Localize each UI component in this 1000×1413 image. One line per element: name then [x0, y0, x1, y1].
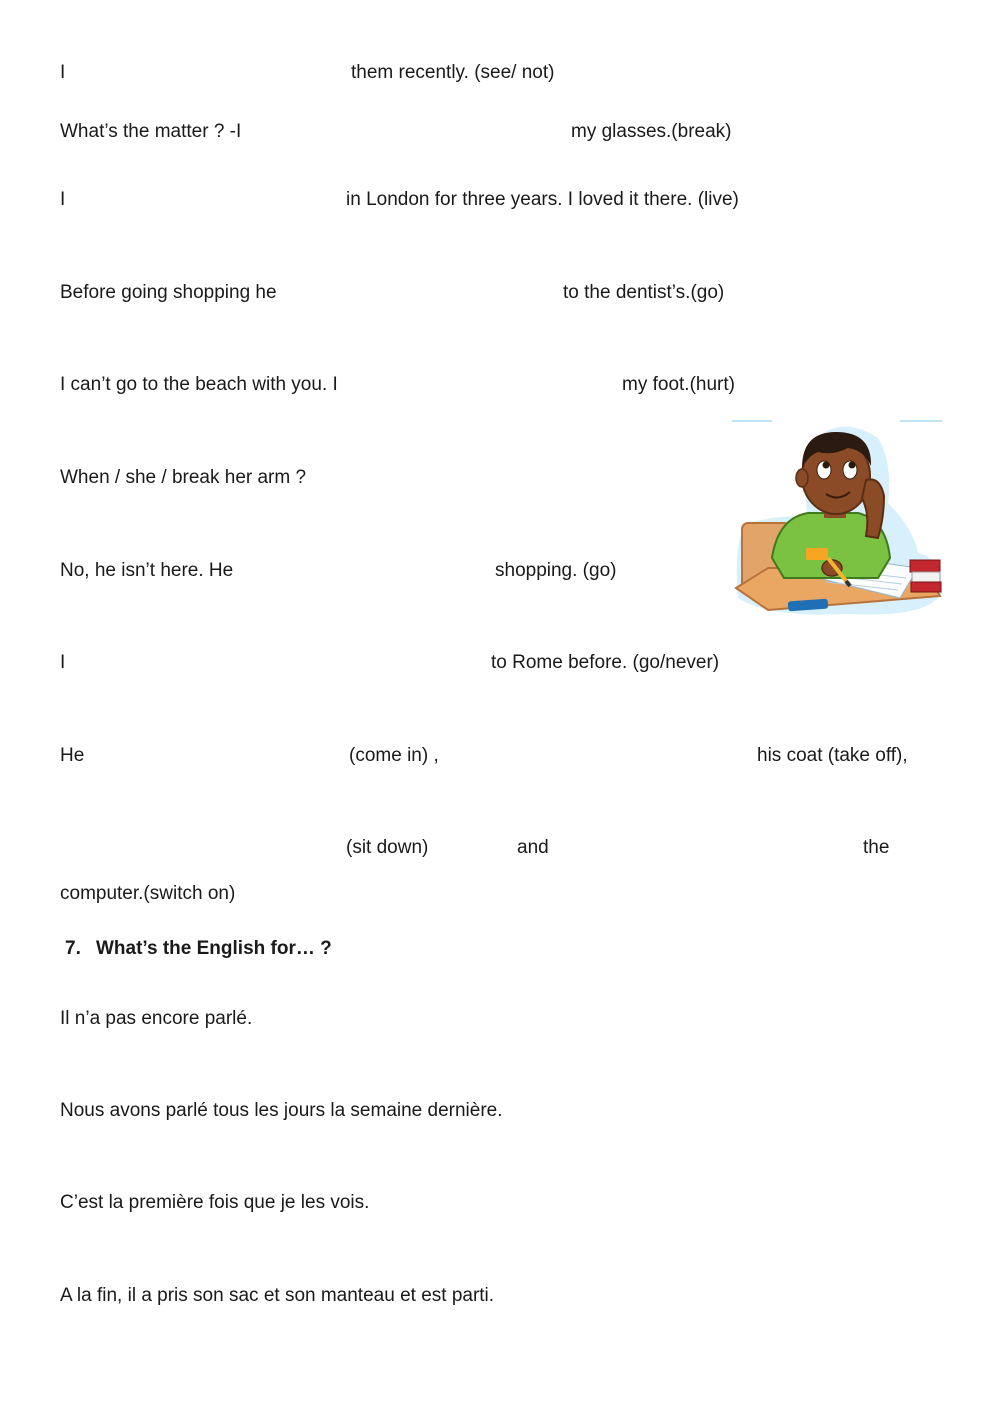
sentence-10-part-2: and: [517, 837, 549, 858]
answer-input-2[interactable]: [262, 119, 568, 145]
sentence-9-end: his coat (take off),: [757, 745, 908, 766]
sentence-4-start: Before going shopping he: [60, 282, 277, 303]
sentence-1-end: them recently. (see/ not): [351, 62, 555, 83]
answer-input-7[interactable]: [254, 558, 494, 584]
sentence-6: When / she / break her arm ?: [60, 467, 307, 488]
answer-input-4[interactable]: [300, 280, 560, 306]
exercise-7-number: 7.: [65, 938, 81, 959]
answer-input-1[interactable]: [78, 60, 348, 86]
sentence-9-start: He: [60, 745, 85, 766]
answer-input-10b[interactable]: [562, 835, 860, 861]
translation-item-3: C’est la première fois que je les vois.: [60, 1192, 370, 1213]
sentence-8-end: to Rome before. (go/never): [491, 652, 720, 673]
answer-input-8[interactable]: [78, 650, 488, 676]
sentence-1-start: I: [60, 62, 66, 83]
sentence-9-mid: (come in) ,: [349, 745, 439, 766]
answer-input-5[interactable]: [364, 372, 620, 398]
translation-item-2: Nous avons parlé tous les jours la semaine dernière.: [60, 1100, 503, 1121]
answer-input-3[interactable]: [78, 187, 344, 213]
answer-input-9a[interactable]: [96, 743, 346, 769]
sentence-7-end: shopping. (go): [495, 560, 617, 581]
translation-item-1: Il n’a pas encore parlé.: [60, 1008, 253, 1029]
answer-input-9b[interactable]: [454, 743, 754, 769]
exercise-7-title: What’s the English for… ?: [96, 938, 332, 959]
sentence-3-start: I: [60, 189, 66, 210]
sentence-10-part-1: (sit down): [346, 837, 429, 858]
sentence-5-end: my foot.(hurt): [622, 374, 735, 395]
boy-thinking-at-desk-illustration: [728, 418, 948, 618]
sentence-3-end: in London for three years. I loved it there. (live): [346, 189, 739, 210]
answer-input-10a[interactable]: [60, 835, 344, 861]
sentence-8-start: I: [60, 652, 66, 673]
sentence-4-end: to the dentist’s.(go): [563, 282, 725, 303]
sentence-5-start: I can’t go to the beach with you. I: [60, 374, 338, 395]
sentence-7-start: No, he isn’t here. He: [60, 560, 234, 581]
sentence-2-start: What’s the matter ? -I: [60, 121, 242, 142]
sentence-10-part-3: the: [863, 837, 890, 858]
sentence-10-part-4: computer.(switch on): [60, 883, 236, 904]
translation-item-4: A la fin, il a pris son sac et son manteau et est parti.: [60, 1285, 495, 1306]
sentence-2-end: my glasses.(break): [571, 121, 732, 142]
